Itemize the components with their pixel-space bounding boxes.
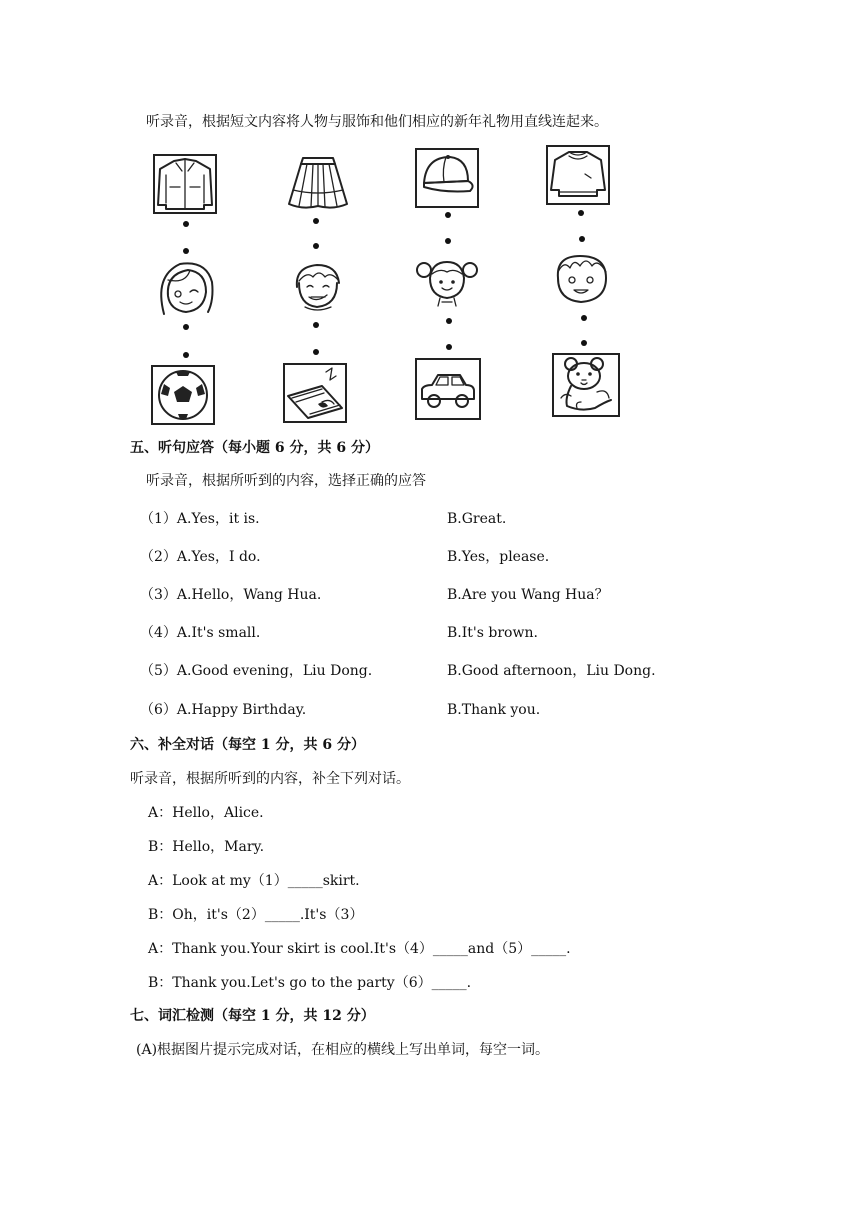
dialogue-line: B：Hello，Mary. (148, 839, 265, 855)
section7-instruction: (A)根据图片提示完成对话，在相应的横线上写出单词，每空一词。 (136, 1042, 550, 1058)
football-icon (150, 364, 216, 426)
teddy-bear-icon (551, 352, 621, 418)
option-b[interactable]: B.Yes，please. (447, 549, 550, 565)
match-dot[interactable] (445, 238, 451, 244)
dialogue-line: A：Hello，Alice. (148, 805, 264, 821)
jacket-icon (152, 153, 218, 215)
match-dot[interactable] (183, 248, 189, 254)
match-dot[interactable] (313, 218, 319, 224)
book-icon (282, 362, 348, 424)
girl-pigtails-icon (414, 256, 480, 308)
toy-car-icon (414, 357, 482, 421)
option-a[interactable]: （6）A.Happy Birthday. (140, 702, 307, 718)
section7-heading: 七、词汇检测（每空 1 分，共 12 分） (130, 1008, 375, 1024)
match-dot[interactable] (581, 315, 587, 321)
option-b[interactable]: B.Thank you. (447, 702, 541, 718)
option-a[interactable]: （4）A.It's small. (140, 625, 261, 641)
section6-heading: 六、补全对话（每空 1 分，共 6 分） (130, 737, 365, 753)
option-a[interactable]: （5）A.Good evening，Liu Dong. (140, 663, 373, 679)
dialogue-line: A：Thank you.Your skirt is cool.It's（4）_____and（5）_____. (148, 941, 571, 957)
section6-instruction: 听录音，根据所听到的内容，补全下列对话。 (130, 771, 410, 787)
matching-instruction: 听录音，根据短文内容将人物与服饰和他们相应的新年礼物用直线连起来。 (146, 114, 608, 130)
match-dot[interactable] (183, 352, 189, 358)
option-a[interactable]: （1）A.Yes，it is. (140, 511, 260, 527)
cap-icon (414, 147, 480, 209)
match-dot[interactable] (579, 236, 585, 242)
option-b[interactable]: B.It's brown. (447, 625, 538, 641)
match-dot[interactable] (446, 318, 452, 324)
option-b[interactable]: B.Good afternoon，Liu Dong. (447, 663, 656, 679)
option-b[interactable]: B.Great. (447, 511, 507, 527)
dialogue-line: B：Oh，it's（2）_____.It's（3） (148, 907, 364, 923)
section5-instruction: 听录音，根据所听到的内容，选择正确的应答 (146, 473, 426, 489)
match-dot[interactable] (581, 340, 587, 346)
dialogue-line: A：Look at my（1）_____skirt. (148, 873, 360, 889)
match-dot[interactable] (183, 221, 189, 227)
match-dot[interactable] (313, 243, 319, 249)
boy-short-hair-icon (550, 250, 612, 306)
match-dot[interactable] (183, 324, 189, 330)
option-b[interactable]: B.Are you Wang Hua？ (447, 587, 609, 603)
section5-heading: 五、听句应答（每小题 6 分，共 6 分） (130, 440, 379, 456)
boy-smiling-icon (283, 259, 353, 315)
girl-long-hair-icon (150, 256, 220, 322)
sweater-icon (545, 144, 611, 206)
skirt-icon (285, 152, 351, 214)
match-dot[interactable] (578, 210, 584, 216)
option-a[interactable]: （3）A.Hello，Wang Hua. (140, 587, 322, 603)
match-dot[interactable] (445, 212, 451, 218)
match-dot[interactable] (446, 344, 452, 350)
match-dot[interactable] (313, 349, 319, 355)
match-dot[interactable] (313, 322, 319, 328)
dialogue-line: B：Thank you.Let's go to the party（6）_____. (148, 975, 472, 991)
option-a[interactable]: （2）A.Yes，I do. (140, 549, 261, 565)
